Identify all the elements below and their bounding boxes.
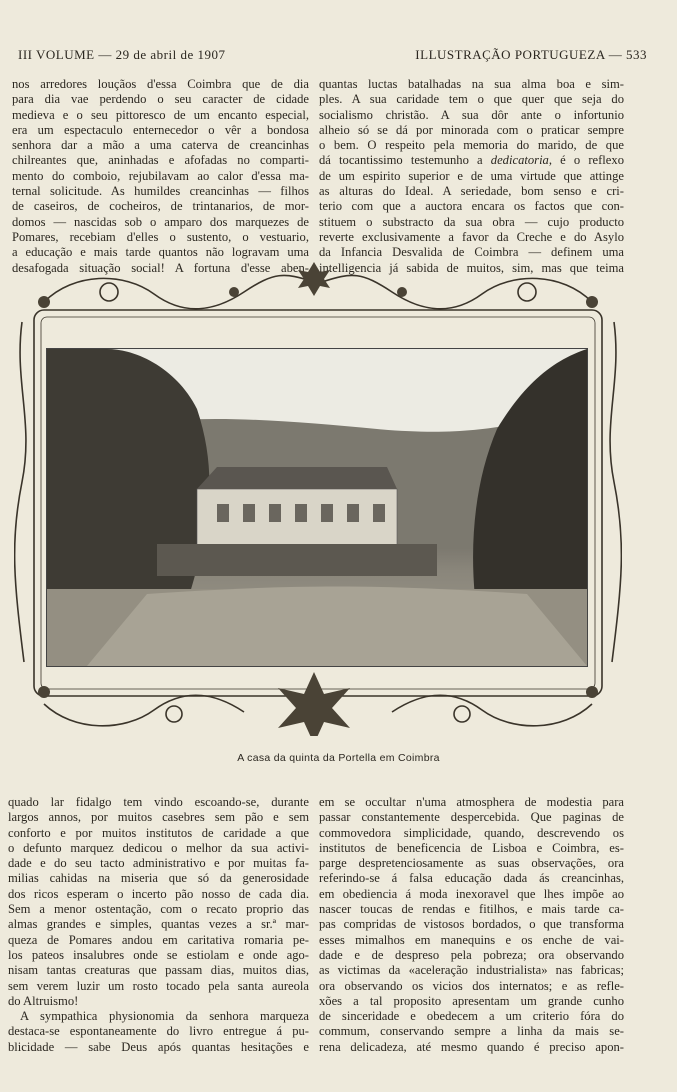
- text-line: Sem a menor ostentação, com o recato proprio das: [8, 902, 309, 917]
- photograph-quinta-da-portella: [46, 348, 588, 667]
- column-top-right: [319, 77, 624, 276]
- text-line: quantas luctas batalhadas na sua alma boa e sim-: [319, 77, 624, 91]
- photo-drawing: [47, 349, 587, 666]
- journal-title-page-number: ILLUSTRAÇÃO PORTUGUEZA — 533: [415, 47, 647, 62]
- text-line: milias cahidas na miseria que só da generosidade: [8, 871, 309, 886]
- text-line: o bem. O respeito pela memoria do marido, de que: [319, 138, 624, 153]
- text-line-with-italic: [319, 153, 624, 168]
- text-line: as victimas da «aceleração industrialista» nas fabricas;: [319, 963, 624, 978]
- text-line: referindo-se á falsa educação dada ás creancinhas,: [319, 871, 624, 886]
- text-line: as alturas do Ideal. A seriedade, bom senso e cri-: [319, 184, 624, 199]
- text-line: parge despretenciosamente as suas observações, ora: [319, 856, 624, 871]
- column-top-left: [12, 77, 309, 276]
- text-line: largos annos, por muitos casebres sem pão e sem: [8, 810, 309, 825]
- text-line: o defunto marquez dedicou o melhor da sua activi-: [8, 840, 309, 855]
- text-line: em se occultar n'uma atmosphera de modestia para: [319, 795, 624, 809]
- text-line: dade e de despreso pela pobreza; ora observando: [319, 947, 624, 962]
- text-line: Pomares, recebiam d'elles o sustento, o vestuario,: [12, 229, 309, 244]
- text-line: esses mimalhos em manequins e os enche de vai-: [319, 932, 624, 947]
- text-line: stituem o substracto da sua obra — cujo producto: [319, 214, 624, 229]
- text-line: xões a tal proposito apresentam um grande cunho: [319, 993, 624, 1008]
- column-bottom-right: [319, 795, 624, 1055]
- text-line: rena delicadeza, até mesmo quando é preciso apon-: [319, 1039, 624, 1054]
- text-line: chilreantes que, aninhadas e afofadas no comparti-: [12, 153, 309, 168]
- text-line: era um espectaculo enternecedor o vêr a bondosa: [12, 122, 309, 137]
- text-line: commum, conservando sempre a linha da mais se-: [319, 1024, 624, 1039]
- text-line: medieva e o seu pittoresco de um encanto especial,: [12, 107, 309, 122]
- text-line: almas grandes e simples, quantas vezes a sr.ª mar-: [8, 917, 309, 932]
- text-line: de sinceridade e obedecem a um criterio fóra do: [319, 1009, 624, 1024]
- text-line: blicidade — sabe Deus após quantas hesitações e: [8, 1039, 309, 1054]
- photo-caption: A casa da quinta da Portella em Coimbra: [237, 752, 440, 764]
- text-line: nos arredores louçãos d'essa Coimbra que de dia: [12, 77, 309, 91]
- column-bottom-left: [8, 795, 309, 1055]
- text-line: destaca-se espontaneamente do livro entregue á pu-: [8, 1024, 309, 1039]
- italic-word-dedicatoria: dedicatoria: [490, 153, 549, 168]
- text-line: ora observando os vicios dos internatos; e as refle-: [319, 978, 624, 993]
- text-fragment: dá tocantissimo testemunho a: [319, 153, 483, 168]
- text-line: da Infancia Desvalida de Coimbra — definem uma: [319, 245, 624, 260]
- text-line: domos — nascidas sob o amparo dos marquezes de: [12, 214, 309, 229]
- text-line: a educação e mais tarde quantos não logravam uma: [12, 245, 309, 260]
- text-fragment: , é o reflexo: [548, 153, 624, 168]
- text-line: alheio só se dá por minorada com o praticar sempre: [319, 122, 624, 137]
- volume-date: III VOLUME — 29 de abril de 1907: [18, 47, 226, 62]
- text-line: dade e do seu tacto administrativo e por muitas fa-: [8, 856, 309, 871]
- text-line: terio com que a auctora encara os factos que con-: [319, 199, 624, 214]
- text-line: quado lar fidalgo tem vindo escoando-se, durante: [8, 795, 309, 809]
- text-line: desafogada situação social! A fortuna d'esse aben-: [12, 260, 309, 275]
- text-line: A sympathica physionomia da senhora marqueza: [20, 1009, 309, 1024]
- text-line: ples. A sua caridade tem o que quer que seja do: [319, 92, 624, 107]
- flower-ornament-bottom: [278, 672, 350, 736]
- text-line: mento do comboio, rejubilavam ao calor d'essa ma-: [12, 168, 309, 183]
- text-line: sem verem luzir um rosto tocado pela santa aureola: [8, 978, 309, 993]
- text-line: para dia vae perdendo o seu caracter de cidade: [12, 92, 309, 107]
- text-line: los pateos insalubres onde se estiolam e onde ago-: [8, 947, 309, 962]
- text-line: pas compridas de vistosos bordados, o que transforma: [319, 917, 624, 932]
- text-line: nascer toucas de rendas e fitilhos, e mais tarde ca-: [319, 902, 624, 917]
- text-line: de um espirito superior e de uma virtude que attinge: [319, 168, 624, 183]
- text-line: dos ricos esperam o incerto pão nosso de cada dia.: [8, 886, 309, 901]
- text-line: queza de Pomares andou em caritativa romaria pe-: [8, 932, 309, 947]
- text-line: ternal solicitude. As humildes creancinhas — filhos: [12, 184, 309, 199]
- text-line: socialismo christão. A sua dôr ante o infortunio: [319, 107, 624, 122]
- text-line: conforto e por muitos institutos de caridade a que: [8, 825, 309, 840]
- text-line: intelligencia já sabida de muitos, sim, mas que teima: [319, 260, 624, 275]
- text-line: passar constantemente despercebida. Que paginas de: [319, 810, 624, 825]
- text-line: em obediencia á moda inexoravel que lhes impõe ao: [319, 886, 624, 901]
- text-line: commovedora simplicidade, quando, descrevendo os: [319, 825, 624, 840]
- text-line: de caseiros, de cocheiros, de trintanarios, de mor-: [12, 199, 309, 214]
- page-header: [18, 47, 647, 67]
- text-line: do Altruismo!: [8, 993, 79, 1008]
- text-line: institutos de beneficencia de Lisboa e Coimbra, es-: [319, 840, 624, 855]
- text-line: senhora dar a mão a uma caterva de creancinhas: [12, 138, 309, 153]
- text-line: nisam tantas creaturas que passam dias, muitos dias,: [8, 963, 309, 978]
- text-line: reverte exclusivamente a favor da Creche e do Asylo: [319, 229, 624, 244]
